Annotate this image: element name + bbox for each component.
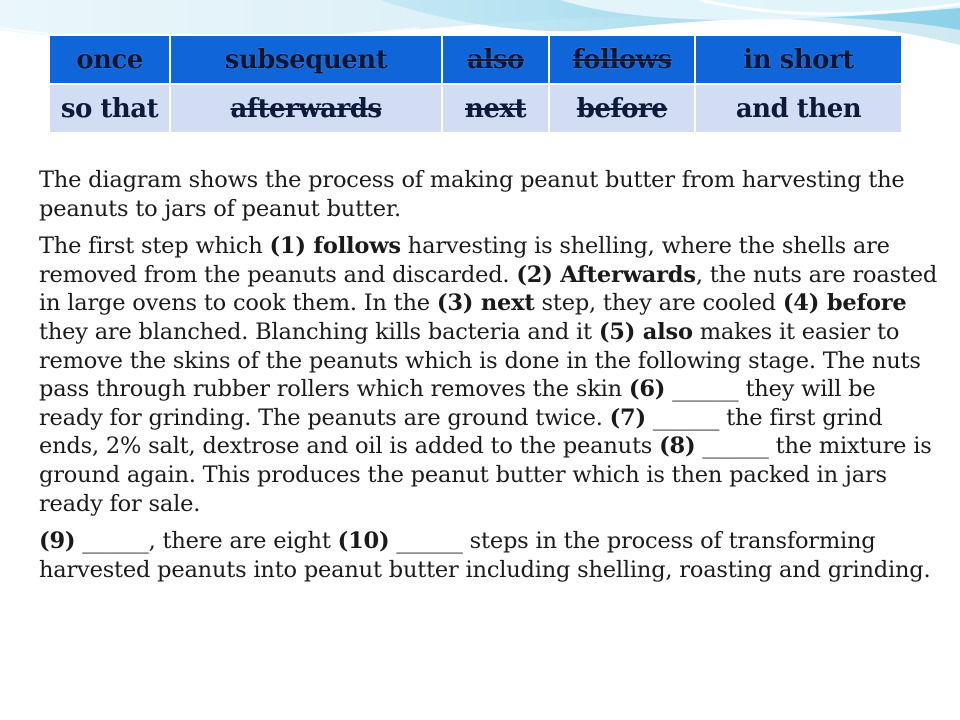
connectives-table — [48, 34, 903, 134]
filled-answer: follows — [313, 233, 401, 260]
blank-number: (8) — [659, 433, 696, 460]
table-cell: next — [442, 84, 549, 133]
text-span: ______ they will be ready for grinding. The peanuts are ground twice. — [39, 376, 876, 431]
text-span: makes it easier to remove the skins of the peanuts which is done in the following stage. The nuts pass through rubber rollers which removes the skin — [39, 318, 921, 403]
paragraph-summary — [39, 527, 944, 584]
table-cell: follows — [549, 35, 695, 84]
blank-number: (10) — [337, 528, 390, 555]
filled-answer: next — [480, 290, 535, 317]
text-span: ______ the mixture is ground again. This produces the peanut butter which is then packed in jars ready for sale. — [39, 433, 932, 517]
table-cell: so that — [49, 84, 170, 133]
table-cell: once — [49, 35, 170, 84]
blank-number: (7) — [609, 404, 646, 431]
text-span: , the nuts are roasted in large ovens to cook them. In the — [39, 261, 938, 317]
table-cell: also — [442, 35, 549, 84]
text-span: ______ steps in the process of transforming harvested peanuts into peanut butter including shelling, roasting and grinding. — [39, 528, 931, 583]
table-cell: and then — [695, 84, 902, 133]
blank-number: (4) — [782, 290, 827, 317]
table-cell: afterwards — [170, 84, 442, 133]
filled-answer: before — [826, 290, 907, 317]
blank-number: (9) — [39, 528, 76, 555]
text-span: they are blanched. Blanching kills bacteria and it — [39, 318, 599, 345]
table-cell: before — [549, 84, 695, 133]
paragraph-process — [39, 232, 944, 518]
text-span: ______, there are eight — [75, 528, 338, 555]
text-span: harvesting is shelling, where the shells are removed from the peanuts and discarded. — [39, 233, 890, 288]
text-span: The first step which — [39, 233, 270, 260]
blank-number: (6) — [628, 376, 666, 403]
passage — [39, 166, 944, 593]
blank-number: (5) — [598, 318, 643, 345]
text-span: step, they are cooled — [534, 290, 783, 317]
blank-number: (3) — [436, 290, 481, 317]
filled-answer: Afterwards — [560, 261, 696, 288]
table-cell: subsequent — [170, 35, 442, 84]
table-row — [49, 84, 902, 133]
paragraph-intro: The diagram shows the process of making peanut butter from harvesting the peanuts to jars of peanut butter. — [39, 167, 905, 222]
table-cell: in short — [695, 35, 902, 84]
filled-answer: also — [642, 318, 693, 345]
text-span: ______ the first grind ends, 2% salt, dextrose and oil is added to the peanuts — [39, 404, 883, 460]
table-row — [49, 35, 902, 84]
blank-number: (1) — [269, 233, 314, 260]
blank-number: (2) — [516, 261, 561, 288]
